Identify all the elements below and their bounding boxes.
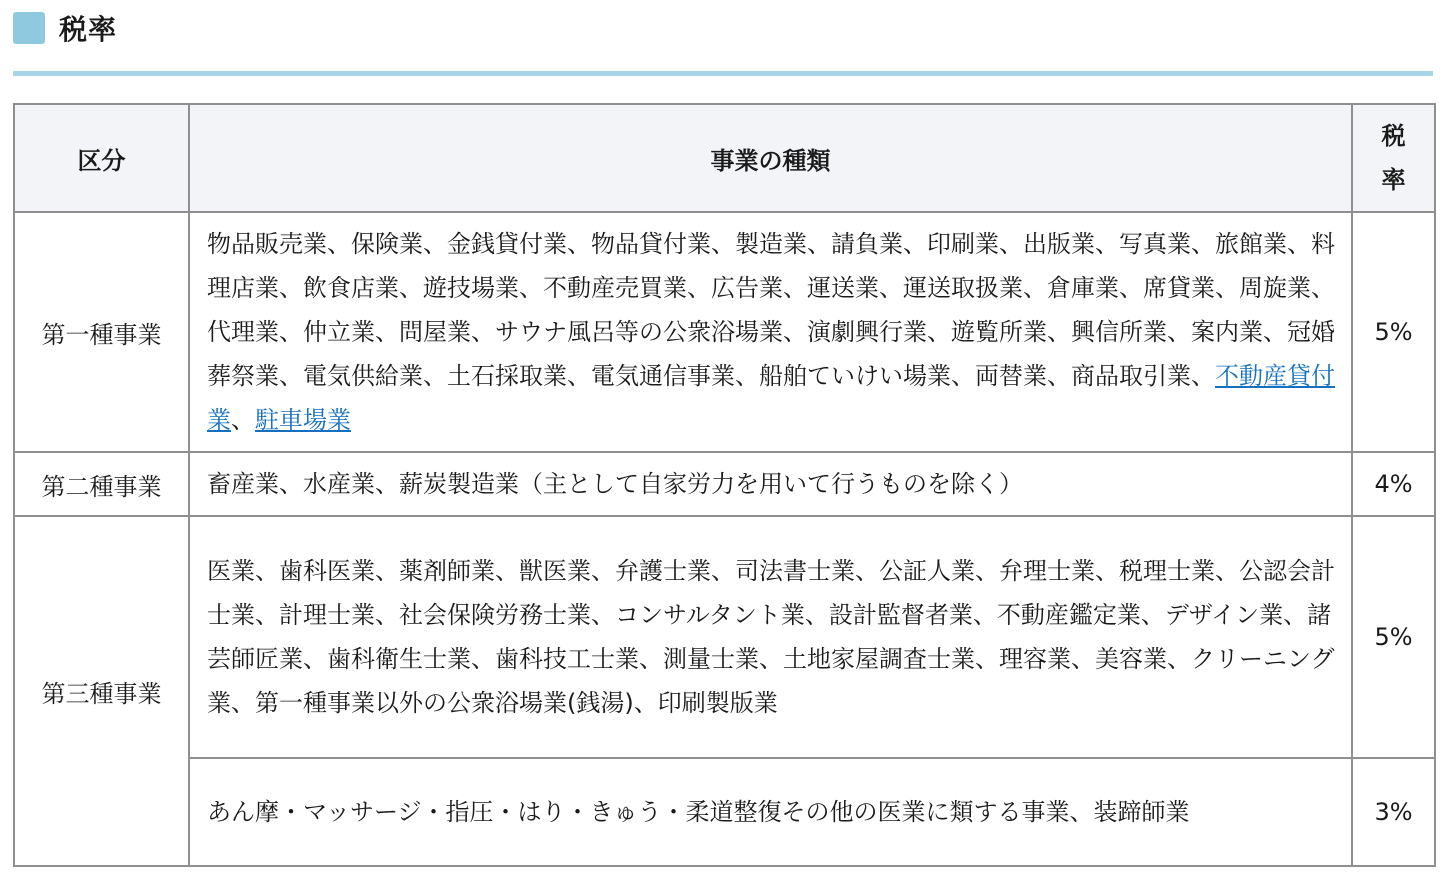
header-rate-text: 税 率 bbox=[1381, 122, 1406, 194]
table-row bbox=[14, 452, 1435, 516]
category-cell: 第一種事業 bbox=[14, 212, 189, 452]
table-row bbox=[14, 212, 1435, 452]
section-title: 税率 bbox=[59, 13, 118, 46]
tax-rate-table bbox=[13, 103, 1436, 867]
header-rate bbox=[1352, 104, 1435, 212]
business-type-text: 物品販売業、保険業、金銭貸付業、物品貸付業、製造業、請負業、印刷業、出版業、写真業、旅館業、料理店業、飲食店業、遊技場業、不動産売買業、広告業、運送業、運送取扱業、倉庫業、席貸業、周旋業、代理業、仲立業、問屋業、サウナ風呂等の公衆浴場業、演劇興行業、遊覧所業、興信所業、案内業、冠婚葬祭業、電気供給業、土石採取業、電気通信事業、船舶ていけい場業、両替業、商品取引業、 bbox=[207, 230, 1335, 390]
rate-cell: 4% bbox=[1352, 452, 1435, 516]
link-separator: 、 bbox=[231, 406, 255, 434]
business-type-cell: あん摩・マッサージ・指圧・はり・きゅう・柔道整復その他の医業に類する事業、装蹄師業 bbox=[189, 758, 1352, 866]
business-type-cell: 医業、歯科医業、薬剤師業、獣医業、弁護士業、司法書士業、公証人業、弁理士業、税理士業、公認会計士業、計理士業、社会保険労務士業、コンサルタント業、設計監督者業、不動産鑑定業、デザイン業、諸芸師匠業、歯科衛生士業、歯科技工士業、測量士業、土地家屋調査士業、理容業、美容業、クリーニング業、第一種事業以外の公衆浴場業(銭湯)、印刷製版業 bbox=[189, 516, 1352, 758]
section-divider bbox=[13, 71, 1433, 76]
header-category: 区分 bbox=[14, 104, 189, 212]
category-cell: 第三種事業 bbox=[14, 516, 189, 866]
header-business-type: 事業の種類 bbox=[189, 104, 1352, 212]
table-row bbox=[14, 516, 1435, 758]
table-header-row bbox=[14, 104, 1435, 212]
category-cell: 第二種事業 bbox=[14, 452, 189, 516]
rate-cell: 5% bbox=[1352, 212, 1435, 452]
rate-cell: 3% bbox=[1352, 758, 1435, 866]
business-type-cell bbox=[189, 212, 1352, 452]
parking-business-link[interactable]: 駐車場業 bbox=[255, 406, 351, 434]
real-estate-lending-link[interactable]: 不動産貸付業 bbox=[207, 362, 1335, 434]
rate-cell: 5% bbox=[1352, 516, 1435, 758]
table-row bbox=[14, 758, 1435, 866]
heading-marker bbox=[13, 12, 45, 44]
business-type-cell: 畜産業、水産業、薪炭製造業（主として自家労力を用いて行うものを除く） bbox=[189, 452, 1352, 516]
section-heading bbox=[13, 8, 117, 48]
